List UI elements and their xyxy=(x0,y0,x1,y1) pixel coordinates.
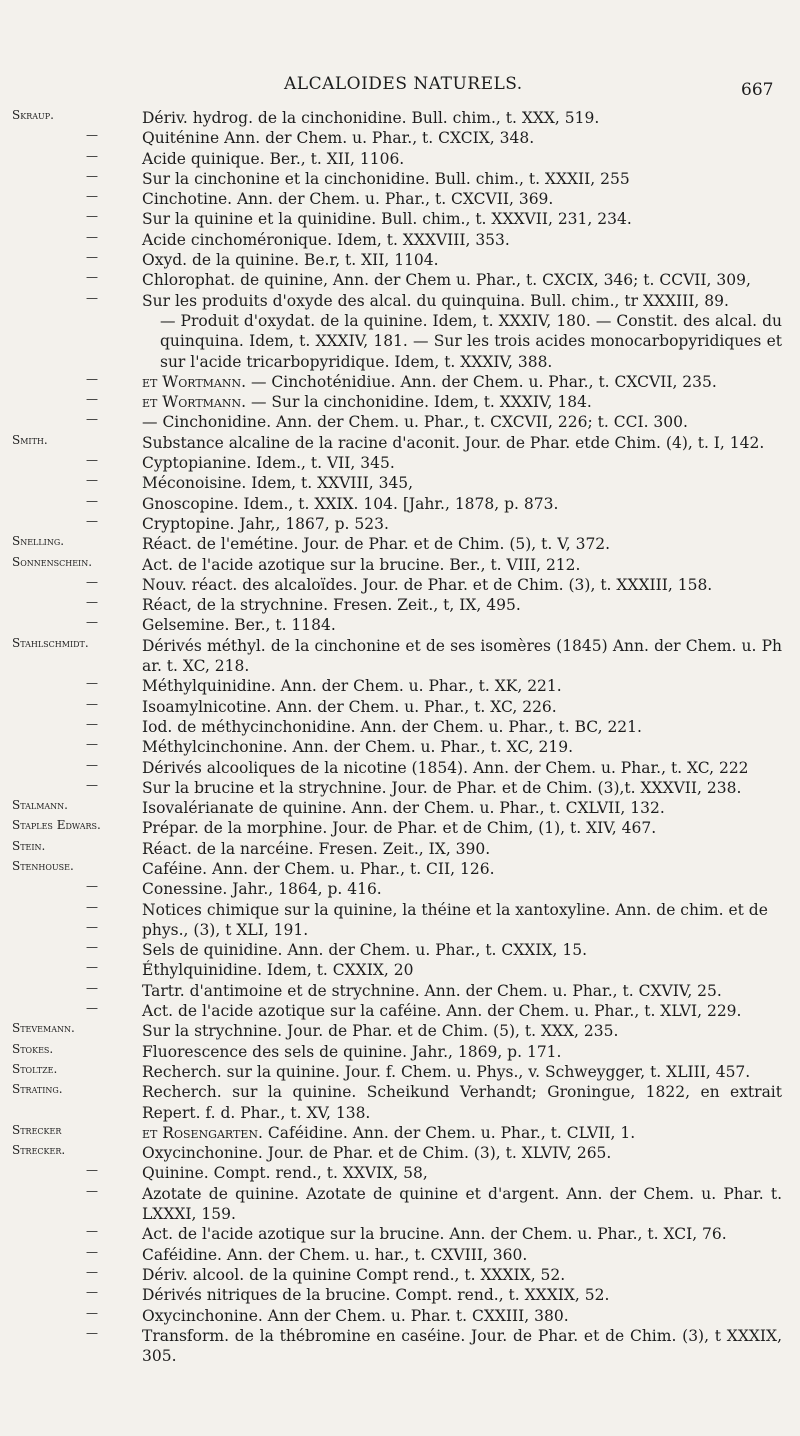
bibliography-entry xyxy=(0,595,800,615)
entry-text: Chlorophat. de quinine, Ann. der Chem u. Phar., t. CXCIX, 346; t. CCVII, 309, xyxy=(142,271,751,290)
entry-author: — xyxy=(86,371,98,386)
entry-reference xyxy=(142,1184,782,1225)
bibliography-entry xyxy=(0,189,800,209)
bibliography-entry xyxy=(0,1021,800,1041)
entry-reference xyxy=(142,1042,782,1062)
entry-reference xyxy=(142,189,782,209)
entry-text: Conessine. Jahr., 1864, p. 416. xyxy=(142,880,382,899)
entry-reference xyxy=(142,1285,782,1305)
entry-text: Dériv. hydrog. de la cinchonidine. Bull. chim., t. XXX, 519. xyxy=(142,109,600,127)
entry-reference xyxy=(142,169,782,189)
entry-author: Snelling. xyxy=(12,534,65,549)
entry-reference xyxy=(142,758,782,778)
entry-text: phys., (3), t XLI, 191. xyxy=(142,920,309,939)
entry-reference xyxy=(142,1306,782,1326)
bibliography-entry xyxy=(0,1224,800,1244)
entry-text: Méthylcinchonine. Ann. der Chem. u. Phar., t. XC, 219. xyxy=(142,738,574,757)
bibliography-entry xyxy=(0,798,800,818)
entry-coauthor: et Rosengarten. xyxy=(142,1123,263,1142)
entry-text: Méconoisine. Idem, t. XXVIII, 345, xyxy=(142,474,414,493)
entry-text: Act. de l'acide azotique sur la brucine. Ann. der Chem. u. Phar., t. XCI, 76. xyxy=(142,1225,727,1244)
entry-author: Smith. xyxy=(12,432,48,447)
entry-text: Iod. de méthycinchonidine. Ann. der Chem. u. Phar., t. BC, 221. xyxy=(142,717,642,736)
entry-author: — xyxy=(86,392,98,407)
entry-text: Fluorescence des sels de quinine. Jahr., 1869, p. 171. xyxy=(142,1042,562,1061)
entry-reference xyxy=(142,575,782,595)
entry-reference xyxy=(142,1001,782,1021)
bibliography-entry xyxy=(0,1306,800,1326)
entry-author: Sonnenschein. xyxy=(12,554,93,569)
entry-text: Méthylquinidine. Ann. der Chem. u. Phar., t. XK, 221. xyxy=(142,677,562,696)
entry-reference xyxy=(142,149,782,169)
entry-author: — xyxy=(86,1244,98,1259)
bibliography-entry xyxy=(0,920,800,940)
entry-author: — xyxy=(86,1264,98,1279)
entry-author: — xyxy=(86,1224,98,1239)
bibliography-entry xyxy=(0,453,800,473)
entry-author: — xyxy=(86,919,98,934)
entry-reference xyxy=(142,128,782,148)
entry-author: — xyxy=(86,1183,98,1198)
entry-reference xyxy=(142,250,782,270)
entry-text: Sur les produits d'oxyde des alcal. du quinquina. Bull. chim., tr XXXIII, 89. xyxy=(142,291,729,310)
bibliography-entry xyxy=(0,575,800,595)
entry-author: — xyxy=(86,493,98,508)
entry-reference xyxy=(142,1224,782,1244)
entry-text: Isovalérianate de quinine. Ann. der Chem. u. Phar., t. CXLVII, 132. xyxy=(142,799,665,818)
entry-reference xyxy=(142,920,782,940)
entry-author: — xyxy=(86,513,98,528)
entry-reference xyxy=(142,412,782,432)
bibliography-entry xyxy=(0,737,800,757)
bibliography-entry xyxy=(0,859,800,879)
entry-reference xyxy=(142,859,782,879)
entry-reference xyxy=(142,473,782,493)
entry-author: — xyxy=(86,250,98,265)
entry-reference xyxy=(142,697,782,717)
bibliography-entry xyxy=(0,636,800,677)
entry-reference xyxy=(142,737,782,757)
entry-text: Tartr. d'antimoine et de strychnine. Ann. der Chem. u. Phar., t. CXVIV, 25. xyxy=(142,981,722,1000)
entry-coauthor: — xyxy=(142,413,158,432)
bibliography-entry xyxy=(0,615,800,635)
entry-author: — xyxy=(86,879,98,894)
bibliography-entry xyxy=(0,717,800,737)
bibliography-entry xyxy=(0,1001,800,1021)
bibliography-entry xyxy=(0,940,800,960)
entry-text: Transform. de la thébromine en caséine. Jour. de Phar. et de Chim. (3), t XXXIX, 305. xyxy=(142,1326,782,1366)
bibliography-entry xyxy=(0,392,800,412)
entry-reference xyxy=(142,1245,782,1265)
bibliography-entry xyxy=(0,128,800,148)
entry-reference xyxy=(142,798,782,818)
entry-author: Strating. xyxy=(12,1082,63,1097)
bibliography-entry xyxy=(0,149,800,169)
entry-author: — xyxy=(86,595,98,610)
entry-reference xyxy=(142,555,782,575)
entry-author: — xyxy=(86,473,98,488)
entry-author: — xyxy=(86,209,98,224)
entry-reference xyxy=(142,960,782,980)
bibliography-entry xyxy=(0,1163,800,1183)
bibliography-entry xyxy=(0,1143,800,1163)
bibliography-entry xyxy=(0,291,800,372)
entry-reference xyxy=(142,1143,782,1163)
entry-author: — xyxy=(86,168,98,183)
entry-reference xyxy=(142,676,782,696)
bibliography-entry xyxy=(0,473,800,493)
entry-reference xyxy=(142,839,782,859)
page-header xyxy=(0,70,800,100)
bibliography-entry xyxy=(0,169,800,189)
entry-text: Substance alcaline de la racine d'aconit. Jour. de Phar. etde Chim. (4), t. I, 142. xyxy=(142,433,765,452)
entry-author: Stenhouse. xyxy=(12,858,74,873)
entry-author: — xyxy=(86,229,98,244)
bibliography-entry xyxy=(0,900,800,920)
entry-text: Notices chimique sur la quinine, la théine et la xantoxyline. Ann. de chim. et de xyxy=(142,900,768,919)
bibliography-entry xyxy=(0,209,800,229)
entry-coauthor: et Wortmann. xyxy=(142,393,247,412)
entry-text: Quiténine Ann. der Chem. u. Phar., t. CXCIX, 348. xyxy=(142,129,535,148)
entry-reference xyxy=(142,514,782,534)
entry-author: Stokes. xyxy=(12,1041,54,1056)
bibliography-entry xyxy=(0,534,800,554)
entry-text: Gnoscopine. Idem., t. XXIX. 104. [Jahr., 1878, p. 873. xyxy=(142,494,559,513)
entry-reference xyxy=(142,108,782,128)
running-title: ALCALOIDES NATURELS. xyxy=(284,74,523,94)
bibliography-list xyxy=(0,108,800,1366)
bibliography-entry xyxy=(0,494,800,514)
entry-reference xyxy=(142,392,782,412)
entry-reference xyxy=(142,1265,782,1285)
bibliography-entry xyxy=(0,1082,800,1123)
entry-author: — xyxy=(86,189,98,204)
entry-continuation: — Produit d'oxydat. de la quinine. Idem, t. XXXIV, 180. — Constit. des alcal. du quinquina. Idem, t. XXXIV, 181. — Sur les trois acides monocarbopyridiques et sur l'acide tricarbopyridique. Idem, t. XXXIV, 388. xyxy=(160,311,782,371)
bibliography-entry xyxy=(0,1245,800,1265)
bibliography-entry xyxy=(0,230,800,250)
bibliography-entry xyxy=(0,879,800,899)
bibliography-entry xyxy=(0,514,800,534)
entry-text: Recherch. sur la quinine. Scheikund Verhandt; Groningue, 1822, en extrait Repert. f. d. Phar., t. XV, 138. xyxy=(142,1083,782,1122)
entry-text: Caféine. Ann. der Chem. u. Phar., t. CII, 126. xyxy=(142,859,495,878)
entry-author: — xyxy=(86,899,98,914)
entry-author: — xyxy=(86,574,98,589)
entry-author: — xyxy=(86,270,98,285)
entry-text: Sur la brucine et la strychnine. Jour. de Phar. et de Chim. (3),t. XXXVII, 238. xyxy=(142,778,742,797)
bibliography-entry xyxy=(0,1285,800,1305)
entry-author: — xyxy=(86,1001,98,1016)
bibliography-entry xyxy=(0,839,800,859)
entry-text: Prépar. de la morphine. Jour. de Phar. et de Chim, (1), t. XIV, 467. xyxy=(142,819,657,838)
bibliography-entry xyxy=(0,981,800,1001)
entry-author: — xyxy=(86,696,98,711)
entry-reference xyxy=(142,1021,782,1041)
entry-reference xyxy=(142,291,782,372)
entry-author: — xyxy=(86,980,98,995)
entry-reference xyxy=(142,900,782,920)
entry-reference xyxy=(142,1062,782,1082)
entry-text: Acide cinchoméronique. Idem, t. XXXVIII, 353. xyxy=(142,230,510,249)
entry-text: Sels de quinidine. Ann. der Chem. u. Phar., t. CXXIX, 15. xyxy=(142,941,588,960)
entry-text: Sur la cinchonine et la cinchonidine. Bull. chim., t. XXXII, 255 xyxy=(142,169,630,188)
entry-author: Strecker xyxy=(12,1122,62,1137)
entry-reference xyxy=(142,778,782,798)
entry-text: Isoamylnicotine. Ann. der Chem. u. Phar., t. XC, 226. xyxy=(142,697,557,716)
entry-text: Oxyd. de la quinine. Be.r, t. XII, 1104. xyxy=(142,251,439,270)
entry-author: — xyxy=(86,960,98,975)
entry-text: Dérivés alcooliques de la nicotine (1854). Ann. der Chem. u. Phar., t. XC, 222 xyxy=(142,758,749,777)
entry-text: Azotate de quinine. Azotate de quinine et d'argent. Ann. der Chem. u. Phar. t. LXXXI, 159. xyxy=(142,1184,782,1224)
entry-text: Sur la strychnine. Jour. de Phar. et de Chim. (5), t. XXX, 235. xyxy=(142,1022,619,1041)
entry-reference xyxy=(142,636,782,677)
bibliography-entry xyxy=(0,1326,800,1367)
entry-author: Staples Edwars. xyxy=(12,818,101,833)
entry-author: Stahlschmidt. xyxy=(12,635,89,650)
bibliography-entry xyxy=(0,372,800,392)
bibliography-entry xyxy=(0,433,800,453)
bibliography-entry xyxy=(0,1062,800,1082)
entry-reference xyxy=(142,494,782,514)
entry-reference xyxy=(142,372,782,392)
entry-text: Cyptopianine. Idem., t. VII, 345. xyxy=(142,454,395,473)
entry-text: — Sur la cinchonidine. Idem, t. XXXIV, 184. xyxy=(251,393,592,412)
entry-reference xyxy=(142,818,782,838)
entry-author: — xyxy=(86,615,98,630)
entry-reference xyxy=(142,717,782,737)
entry-text: Cinchonidine. Ann. der Chem. u. Phar., t. CXCVII, 226; t. CCI. 300. xyxy=(162,413,688,432)
bibliography-entry xyxy=(0,758,800,778)
bibliography-entry xyxy=(0,960,800,980)
entry-author: Stoltze. xyxy=(12,1061,58,1076)
entry-reference xyxy=(142,595,782,615)
entry-author: — xyxy=(86,290,98,305)
entry-reference xyxy=(142,270,782,290)
bibliography-entry xyxy=(0,108,800,128)
entry-reference xyxy=(142,1326,782,1367)
entry-author: — xyxy=(86,737,98,752)
entry-text: Sur la quinine et la quinidine. Bull. chim., t. XXXVII, 231, 234. xyxy=(142,210,632,229)
entry-author: — xyxy=(86,412,98,427)
entry-text: Dérivés méthyl. de la cinchonine et de ses isomères (1845) Ann. der Chem. u. Ph ar. t. XC, 218. xyxy=(142,636,782,676)
entry-text: Recherch. sur la quinine. Jour. f. Chem. u. Phys., v. Schweygger, t. XLIII, 457. xyxy=(142,1062,751,1081)
entry-text: Réact. de l'emétine. Jour. de Phar. et de Chim. (5), t. V, 372. xyxy=(142,535,611,554)
entry-reference xyxy=(142,615,782,635)
bibliography-entry xyxy=(0,555,800,575)
bibliography-entry xyxy=(0,1265,800,1285)
entry-author: — xyxy=(86,1163,98,1178)
entry-reference xyxy=(142,879,782,899)
entry-reference xyxy=(142,433,782,453)
entry-text: Cinchotine. Ann. der Chem. u. Phar., t. CXCVII, 369. xyxy=(142,190,554,209)
entry-reference xyxy=(142,453,782,473)
bibliography-entry xyxy=(0,676,800,696)
entry-author: Skraup. xyxy=(12,108,54,122)
entry-author: — xyxy=(86,453,98,468)
entry-reference xyxy=(142,230,782,250)
entry-text: Caféidine. Ann. der Chem. u. har., t. CXVIII, 360. xyxy=(142,1245,528,1264)
entry-author: — xyxy=(86,128,98,143)
entry-author: — xyxy=(86,757,98,772)
entry-reference xyxy=(142,1163,782,1183)
bibliography-entry xyxy=(0,270,800,290)
entry-coauthor: et Wortmann. xyxy=(142,372,247,391)
bibliography-entry xyxy=(0,412,800,432)
entry-text: — Cinchoténidiue. Ann. der Chem. u. Phar., t. CXCVII, 235. xyxy=(251,372,717,391)
entry-author: — xyxy=(86,1285,98,1300)
entry-author: — xyxy=(86,1325,98,1340)
entry-text: Gelsemine. Ber., t. 1184. xyxy=(142,616,336,635)
bibliography-entry xyxy=(0,250,800,270)
entry-text: Act. de l'acide azotique sur la brucine. Ber., t. VIII, 212. xyxy=(142,555,581,574)
entry-author: Stevemann. xyxy=(12,1021,75,1036)
entry-reference xyxy=(142,534,782,554)
entry-text: Acide quinique. Ber., t. XII, 1106. xyxy=(142,149,405,168)
entry-reference xyxy=(142,940,782,960)
entry-text: Cryptopine. Jahr,, 1867, p. 523. xyxy=(142,514,389,533)
entry-reference xyxy=(142,981,782,1001)
entry-author: Strecker. xyxy=(12,1143,66,1158)
bibliography-entry xyxy=(0,778,800,798)
bibliography-entry xyxy=(0,818,800,838)
entry-text: Dérivés nitriques de la brucine. Compt. rend., t. XXXIX, 52. xyxy=(142,1286,610,1305)
bibliography-entry xyxy=(0,697,800,717)
entry-text: Nouv. réact. des alcaloïdes. Jour. de Phar. et de Chim. (3), t. XXXIII, 158. xyxy=(142,575,713,594)
entry-text: Oxycinchonine. Jour. de Phar. et de Chim. (3), t. XLVIV, 265. xyxy=(142,1144,612,1163)
bibliography-entry xyxy=(0,1184,800,1225)
entry-text: Oxycinchonine. Ann der Chem. u. Phar. t. CXXIII, 380. xyxy=(142,1306,569,1325)
entry-author: — xyxy=(86,1305,98,1320)
entry-text: Éthylquinidine. Idem, t. CXXIX, 20 xyxy=(142,961,414,980)
entry-author: — xyxy=(86,676,98,691)
entry-text: Dériv. alcool. de la quinine Compt rend., t. XXXIX, 52. xyxy=(142,1265,566,1284)
entry-reference xyxy=(142,1123,782,1143)
entry-author: — xyxy=(86,148,98,163)
entry-text: Act. de l'acide azotique sur la caféine. Ann. der Chem. u. Phar., t. XLVI, 229. xyxy=(142,1002,742,1021)
entry-text: Réact, de la strychnine. Fresen. Zeit., t, IX, 495. xyxy=(142,596,521,615)
entry-reference xyxy=(142,1082,782,1123)
entry-author: — xyxy=(86,940,98,955)
entry-author: — xyxy=(86,716,98,731)
bibliography-entry xyxy=(0,1042,800,1062)
entry-text: Quinine. Compt. rend., t. XXVIX, 58, xyxy=(142,1164,428,1183)
entry-text: Caféidine. Ann. der Chem. u. Phar., t. CLVII, 1. xyxy=(267,1123,636,1142)
page-number: 667 xyxy=(741,80,774,100)
entry-reference xyxy=(142,209,782,229)
entry-text: Réact. de la narcéine. Fresen. Zeit., IX, 390. xyxy=(142,839,491,858)
entry-author: — xyxy=(86,777,98,792)
entry-author: Stalmann. xyxy=(12,798,68,813)
bibliography-entry xyxy=(0,1123,800,1143)
entry-author: Stein. xyxy=(12,838,46,853)
